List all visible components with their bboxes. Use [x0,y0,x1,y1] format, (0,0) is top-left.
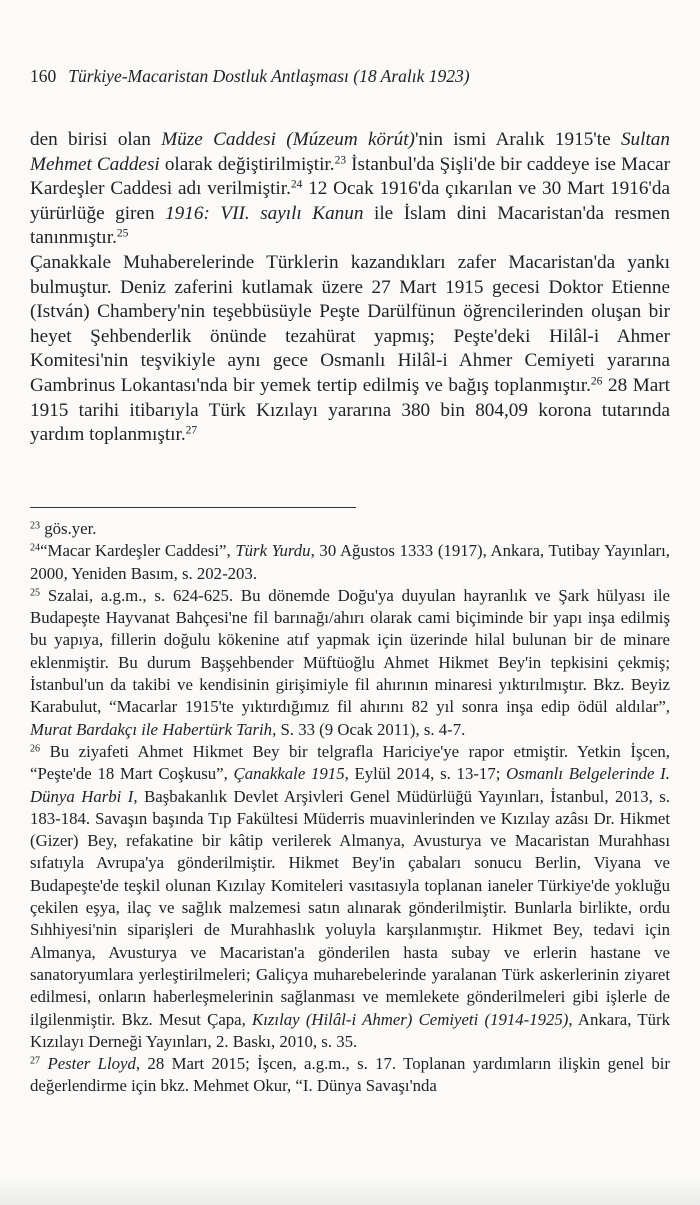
text-run: 28 Mart 1915 tarihi itibarıyla Türk Kızılayı yararına 380 bin 804,09 korona tutarında yardım toplanmıştır. [30,374,670,446]
page-number: 160 [30,66,57,86]
text-run: “Macar Kardeşler Caddesi”, [40,541,236,561]
italic-run: Murat Bardakçı ile Habertürk Tarih [30,719,273,739]
text-run: Bu ziyafeti Ahmet Hikmet Bey bir telgrafla Hariciye'ye rapor etmiştir. Yetkin İşcen, “Peşte'de 18 Mart Coşkusu”, [30,741,670,784]
text-run: gös.yer. [40,519,97,538]
footnote-ref[interactable]: 27 [185,424,198,437]
footnote-ref[interactable]: 23 [334,154,347,167]
italic-run: Pester Lloyd [47,1054,136,1074]
italic-run: Türk Yurdu [235,541,311,561]
italic-run: 1916: VII. sayılı Kanun [165,202,364,224]
footnote-27 [30,1053,670,1098]
footnote-ref[interactable]: 26 [590,375,603,388]
text-run: , S. 33 (9 Ocak 2011), s. 4-7. [272,719,466,739]
text-run: , 28 Mart 2015; İşcen, a.g.m., s. 17. Toplanan yardımların ilişkin genel bir değerlendirme için bkz. Mehmet Okur, “I. Dünya Savaşı'nda [30,1054,670,1096]
footnote-ref[interactable]: 25 [116,228,129,241]
footnote-25 [30,585,670,741]
footnote-24 [30,540,670,585]
footnotes [30,518,670,1098]
text-run: , Ankara, Türk Kızılayı Derneği Yayınları, 2. Baskı, 2010, s. 35. [30,1009,670,1051]
italic-run: Müze Caddesi (Múzeum körút) [161,129,415,150]
text-run: 12 Ocak 1916'da çıkarılan ve 30 Mart 1916'da yürürlüğe giren [30,178,670,224]
text-run: , Başbakanlık Devlet Arşivleri Genel Müdürlüğü Yayınları, İstanbul, 2013, s. 183-184. Savaşın başında Tıp Fakültesi Müderris muavinlerinden ve Kızılay azâsı Dr. Hikmet (Gizer) Bey, refakatine bir kâtip verilerek Almanya, Avusturya ve Macaristan Murahhası sıfatıyla Avrupa'ya gönderilmiştir. Hikmet Bey'in çabaları sonucu Berlin, Viyana ve Budapeşte'de teşkil olunan Kızılay Komiteleri vasıtasıyla toplanan ianeler Türkiye'de yokluğu çekilen eşya, ilaç ve sağlık malzemesi satın alınarak gönderilmiştir. Bunlarla birlikte, ordu Sıhhiyesi'nin siparişleri de Murahhaslık yoluyla karşılanmıştır. Hikmet Bey, tedavi için Almanya, Avusturya ve Macaristan'a gönderilen hasta subay ve erlerin hastane ve sanatoryumlara yerleştirilmeleri; Galiçya muharebelerinde yaralanan Türk askerlerinin ziyaret edilmesi, onların haberleşmelerinin sağlanması ve memlekete gönderilmeleri gibi işlerle de ilgilenmiştir. Bkz. Mesut Çapa, [30,786,670,1029]
paragraph-1 [30,128,670,251]
text-run: olarak değiştirilmiştir. [159,153,335,175]
footnote-number: 26 [30,743,41,755]
footnote-number: 27 [30,1055,41,1067]
running-title: Türkiye-Macaristan Dostluk Antlaşması (18 Aralık 1923) [68,66,470,86]
text-run: den birisi olan [30,129,162,150]
italic-run: Çanakkale 1915 [233,764,345,784]
main-text [30,128,670,448]
footnote-23 [30,518,670,540]
text-run: , 30 Ağustos 1333 (1917), Ankara, Tutibay Yayınları, 2000, Yeniden Basım, s. 202-203. [30,541,670,583]
text-run: ile İslam dini Macaristan'da resmen tanınmıştır. [30,202,670,249]
page-bottom-shadow [0,1177,700,1205]
text-run: Szalai, a.g.m., s. 624-625. Bu dönemde Doğu'ya duyulan hayranlık ve Şark hülyası ile Budapeşte Hayvanat Bahçesi'ne fil barınağı/ahırı olarak cami biçiminde bir yapı inşa edilmiş bu yapıya, fillerin doğulu kökenine atıf yapmak için üzerinde hilal bulunan bir de minare eklenmiştir. Bu durum Başşehbender Müftüoğlu Ahmet Hikmet Bey'in tepkisini çekmiş; İstanbul'un da takibi ve kendisinin girişimiyle fil ahırının minaresi yıktırılmıştır. Bkz. Beyiz Karabulut, “Macarlar 1915'te yıktırdığımız fil ahırını 82 yıl sonra inşa edip ödül aldılar”, [30,585,670,717]
text-run: Çanakkale Muhaberelerinde Türklerin kazandıkları zafer Macaristan'da yankı bulmuştur. Deniz zaferini kutlamak üzere 27 Mart 1915 gecesi Doktor Etienne (István) Chambery'nin teşebbüsüyle Peşte Darülfünun öğrencilerinden oluşan bir heyet Şehbenderlik önünde tezahürat yapmış; Peşte'deki Hilâl-i Ahmer Komitesi'nin teşvikiyle aynı gece Osmanlı Hilâl-i Ahmer Cemiyeti yararına Gambrinus Lokantası'nda bir yemek tertip edilmiş ve bağış toplanmıştır. [30,251,670,396]
text-run: , Eylül 2014, s. 13-17; [344,764,507,784]
italic-run: Sultan Mehmet Caddesi [30,129,670,175]
running-header [30,66,670,87]
footnote-number: 23 [30,520,41,532]
text-run: İstanbul'da Şişli'de bir caddeye ise Macar Kardeşler Caddesi adı verilmiştir. [30,153,670,200]
footnote-separator [30,507,356,508]
footnote-number: 25 [30,587,41,599]
footnote-26 [30,741,670,1053]
italic-run: Osmanlı Belgelerinde I. Dünya Harbi I [30,764,670,806]
footnote-ref[interactable]: 24 [290,178,303,191]
text-run: 'nin ismi Aralık 1915'te [414,129,621,150]
footnote-number: 24 [30,542,41,554]
paragraph-2 [30,251,670,448]
italic-run: Kızılay (Hilâl-i Ahmer) Cemiyeti (1914-1925) [252,1009,569,1029]
